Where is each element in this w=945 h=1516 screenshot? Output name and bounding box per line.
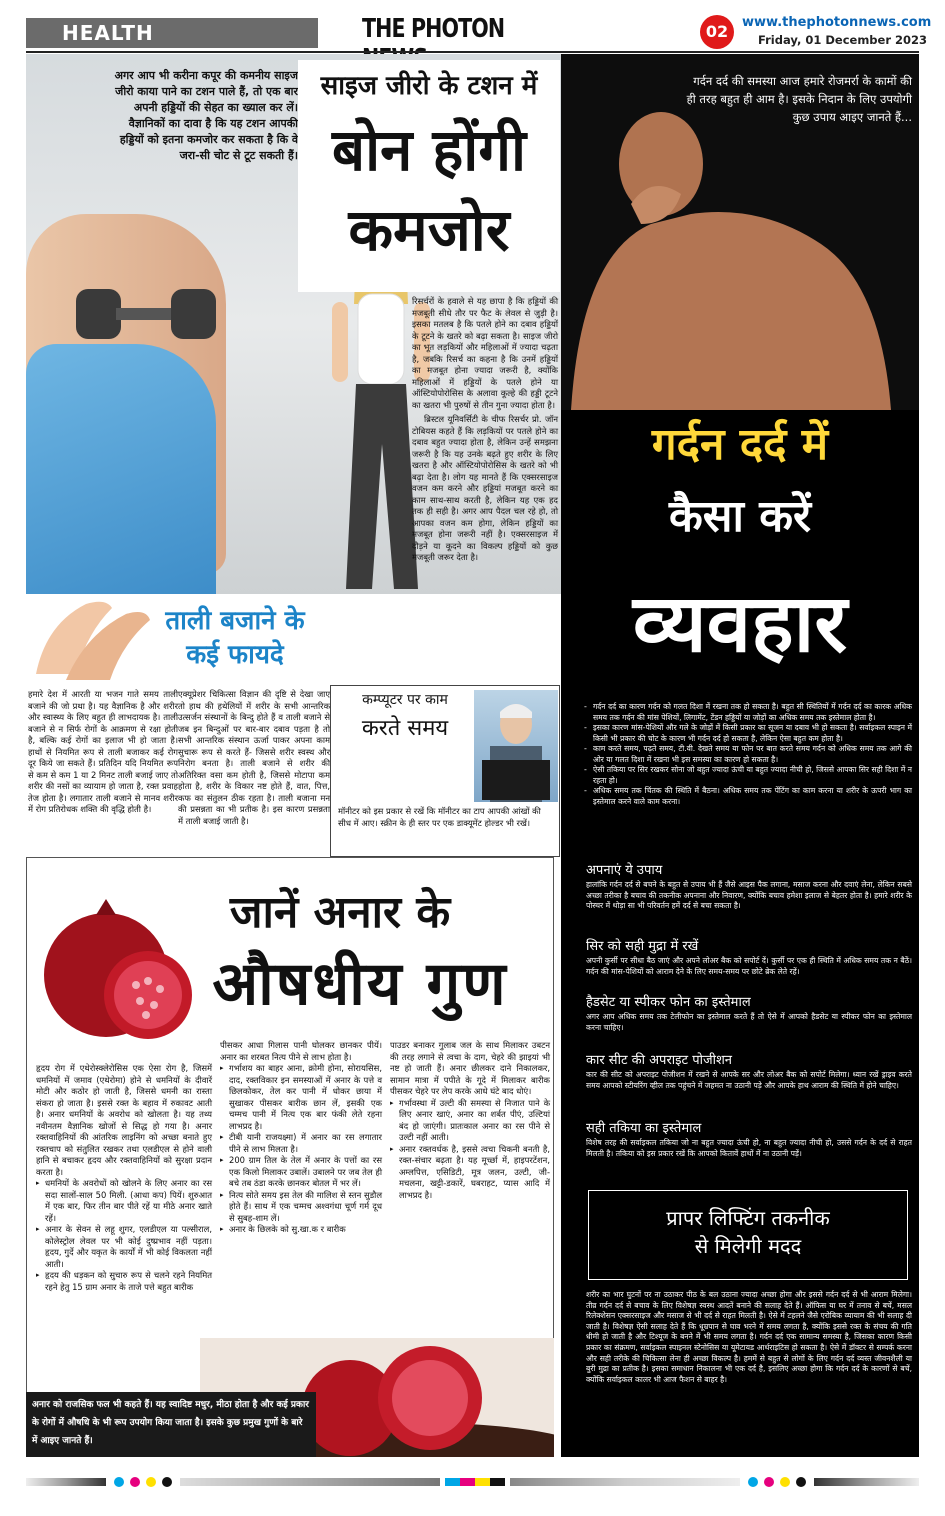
pomegranate-intro-1: हृदय रोग में एथेरोस्क्लेरोसिस एक ऐसा रोग है, जिसमें धमनियों में जमाव (एथेरोमा) होने से धमनियों के दीवारें मोटी और कठोर हो जाती है, जिससे धमनी का रास्ता संकरा हो जाता है। इससे रक्त के बहाव में रुकावट आती है। अनार धमनियों के अवरोध को खोलता है। यह तथ्य नवीनतम वैज्ञानिक खोजों से सिद्ध हो गया है। अनार रक्तवाहिनियों की आंतरिक लाइनिंग को अच्छा बनाते हुए रक्तचाप को संतुलित रखकर तथा एलडीएल से होने वाली हानि से बचाकर हृदय और रक्तवाहिनियों को सुरक्षा प्रदान करता है।	[36, 1063, 212, 1177]
clap-text-1: हमारे देश में आरती या भजन गाते समय ताली बजाने की जो प्रथा है। यह वैज्ञानिक है और शरीर और स्वास्थ्य के लिए बहुत ही लाभदायक है। ताली बजाने से न सिर्फ रोगों के आक्रमण से रक्षा होती है, बल्कि कई रोगों का इलाज भी हो जाता है। हाथों से नियमित रूप से ताली बजाकर कई रोग दूर किये जा सकते हैं। प्रतिदिन यदि नियमित रूप से कम से कम 1 या 2 मिनट ताली बजाई जाए तो शरीर की नसों का व्यायाम हो जाता है, रक्त प्रवाह तेज होता है। लगातार ताली बजाने से मानव शरीर में रोग प्रतिरोधक शक्ति की वृद्धि होती है।	[28, 689, 178, 814]
lift-body: शरीर का भार घुटनों पर ना उठाकर पीठ के बल उठाना ज्यादा अच्छा होगा और इससे गर्दन दर्द से भी आराम मिलेगा। तीव्र गर्दन दर्द से बचाव के लिए विशेषज्ञ स्वस्थ आदतें बनाने की सलाह देते हैं। ऑफिस या घर में तनाव से बचें, मसल रिलेक्शेसन एक्सरसाइज और मसाज से भी दर्द से राहत मिलती है। ऐसे में टहलने जैसे एरोबिक व्यायाम की भी सलाह दी जाती है। विशेषज्ञ ऐसी सलाह देते हैं कि धूम्रपान से घाव भरने में समय लगता है, क्योंकि इससे रक्त के संचय की गति धीमी हो जाती है और टिश्यूज के बनने में भी समय लगता है। गर्दन दर्द एक सामान्य समस्या है, जिसका कारण किसी प्रकार का संक्रमण, सर्वाइकल स्पाइनल स्टेनोसिस या यूमेटायड आर्थराइटिस हो सकता है। ऐसे में डॉक्टर से सम्पर्क करना और सही तरीके की चिकित्सा लेना ही अच्छा विकल्प है। हममें से बहुत से लोगों के लिए गर्दन दर्द व्यस्त जीवनशैली या बुरी मुद्रा का प्रतीक है। इसका समाधान निकालना भी एक दर्द है, इसलिए अच्छा होगा कि गर्दन दर्द के कारणों से बचें, क्योंकि सर्वाइकल कालर भी आज फैशन से बाहर है।	[586, 1290, 912, 1384]
list-item: - ऐसी तकिया पर सिर रखकर सोना जो बहुत ज्यादा ऊंची या बहुत ज्यादा नीची हो, जिससे आपका सिर सही दिशा में न रहता हो।	[584, 765, 912, 786]
neck-section-head: हैडसेट या स्पीकर फोन का इस्तेमाल	[586, 995, 751, 1010]
list-item: - इसका कारण मांस-पेशियों और गले के जोड़ों में किसी प्रकार का सूजन या दबाव भी हो सकता है। सर्वाइकल स्पाइन में किसी भी प्रकार की चोट के कारण भी गर्दन दर्द हो सकता है, लेकिन ऐसा बहुत कम होता है।	[584, 723, 912, 744]
pomegranate-column-2	[220, 1040, 382, 1236]
registration-dot-yellow	[780, 1477, 790, 1487]
neck-headline-1: गर्दन दर्द में	[651, 419, 829, 470]
list-item: ▸ अनार के सेवन से लहू शुगर, एलडीएल या पल्सीराल, कोलेस्ट्रोल लेवल पर भी कोई दुष्प्रभाव नहीं पड़ता। हृदय, गुर्दे और यकृत के कार्यों में भी कोई विकलता नहीं आती।	[36, 1224, 212, 1270]
list-item: ▸ हृदय की धड़कन को सुचारु रूप से चलने रहने नियमित रहने हेतु 15 ग्राम अनार के ताजे पत्ते बहुत बारीक	[36, 1270, 212, 1293]
list-item: ▸ 200 ग्राम तिल के तेल में अनार के पत्तों का रस एक किलो मिलाकर उबालें। उबालने पर जब तेल ही बचे तब ठंडा करके छानकर बोतल में भर लें।	[220, 1155, 382, 1190]
clap-heading-line1: ताली बजाने के	[165, 606, 305, 636]
fitness-para-2: ब्रिस्टल यूनिवर्सिटी के चीफ रिसर्चर प्रो. जॉन टोबियस कहते हैं कि लड़कियों पर पतले होने का दबाव बहुत ज्यादा होता है, लेकिन उन्हें समझना जरूरी है कि यह उनके बढ़ते हुए शरीर के लिए खतरा है और ऑस्टियोपोरोसिस के खतरे को भी बढ़ा देता है। लोग यह मानते हैं कि एक्सरसाइज वजन कम करने और हड्डियां मजबूत करने का काम साथ-साथ करती है, लेकिन यह एक हद तक ही सही है। अगर आप पैदल चल रहे हो, तो आपका वजन कम होगा, लेकिन हड्डियों का मजबूत होना जरूरी नहीं है। एक्सरसाइज में दौड़ने या कूदने का विकल्प हड्डियों को कुछ मजबूती जरूर देता है।	[412, 414, 558, 562]
issue-date: Friday, 01 December 2023	[758, 33, 928, 47]
neck-section-body: कार की सीट को अपराइट पोजीशन में रखने से आपके सर और लोअर बैक को सपोर्ट मिलेगा। ध्यान रखें ड्राइव करते समय आपको स्टीयरिंग व्हील तक पहुंचने में जहमत ना उठानी पड़े और आपके हाथ आराम की स्थिति में होने चाहिए।	[586, 1070, 912, 1090]
neck-section-head: कार सीट की अपराइट पोजीशन	[586, 1053, 733, 1068]
computer-title-1: कम्प्यूटर पर काम	[362, 692, 448, 708]
neck-section-body: अगर आप अधिक समय तक टेलीफोन का इस्तेमाल करते हैं तो ऐसे में आपको हैडसेट या स्पीकर फोन का इस्तेमाल करना चाहिए।	[586, 1012, 912, 1032]
fitness-headline-line2: कमजोर	[348, 196, 510, 264]
fitness-caption: अगर आप भी करीना कपूर की कमनीय साइज जीरो काया पाने का टशन पाले हैं, तो एक बार अपनी हड्डियों की सेहत का ख्याल कर लें। वैज्ञानिकों का दावा है कि यह टशन आपकी हड्डियों को इतना कमजोर कर सकता है कि वे जरा-सी चोट से टूट सकती हैं।	[114, 69, 298, 162]
lift-title	[588, 1204, 908, 1260]
list-item: ▸ टीबी यानी राजयक्ष्मा) में अनार का रस लगातार पीने से लाभ मिलता है।	[220, 1132, 382, 1155]
lift-title-line2: से मिलेगी मदद	[694, 1234, 802, 1258]
registration-dot-cyan	[748, 1477, 758, 1487]
list-item: ▸ अनार रक्तवर्धक है, इससे त्वचा चिकनी बनती है, रक्त-संचार बढ़ता है। यह मूर्च्छा में, हाइपरटेंशन, अम्लपित्त, एसिडिटी, मूत्र जलन, उल्टी, जी-मचलना, खट्टी-डकारें, घबराहट, प्यास आदि में लाभप्रद है।	[390, 1144, 550, 1202]
shirt-shape	[26, 344, 216, 594]
pomegranate-column-3	[390, 1040, 550, 1201]
computer-user-photo	[474, 690, 558, 802]
list-item: - अधिक समय तक चिंतक की स्थिति में बैठना। अधिक समय तक पेंटिंग का काम करना या शरीर के ऊपरी भाग का इस्तेमाल करने वाले काम करना।	[584, 786, 912, 807]
clapping-hands-icon	[26, 594, 156, 684]
header-rule	[26, 51, 919, 53]
clap-heading	[140, 604, 330, 672]
pomegranate-list-1	[36, 1178, 212, 1293]
neck-section-body: हालांकि गर्दन दर्द से बचने के बहुत से उपाय भी हैं जैसे आइस पैक लगाना, मसाज करना और दवाएं लेना, लेकिन सबसे अच्छा तरीका है बचाव की तकनीक अपनाना और निवारण, क्योंकि बचाव हमेशा इलाज से बेहतर होता है। हमारे शरीर के पोस्चर में थोड़ा सा भी परिवर्तन हमें दर्द से बचा सकता है।	[586, 880, 912, 911]
computer-title-2: करते समय	[361, 716, 449, 741]
fitness-article	[412, 296, 558, 564]
neck-section-head: सही तकिया का इस्तेमाल	[586, 1121, 702, 1136]
registration-dot-magenta	[764, 1477, 774, 1487]
clap-text-2: एक्यूप्रेशर चिकित्सा विज्ञान की दृष्टि से देखा जाए तो हाथ की हथेलियों में शरीर के सभी आन्तरिक उत्सर्जन संस्थानों के बिन्दु होते हैं व ताली बजाने से जब इन बिन्दुओं पर बार-बार दबाव पड़ता है तो सभी आन्तरिक संस्थान ऊर्जा पाकर अपना काम सुचारू रूप से करते हैं- जिससे शरीर स्वस्थ और निरोग बनता है। ताली बजाने से शरीर की अतिरिक्त वसा कम होती है, जिससे मोटापा कम होता है, शरीर के विकार नष्ट होते हैं, वात, पित्त, कफ का संतुलन ठीक रहता है। ताली बजाना मन की प्रसन्नता का भी प्रतीक है। इस कारण प्रसन्नता में ताली बजाई जाती है।	[178, 689, 330, 826]
list-item: ▸ धमनियों के अवरोधों को खोलने के लिए अनार का रस सदा सालों-साल 50 मिली. (आधा कप) पियें। शुरुआत में एक बार, फिर तीन बार पीते रहें या मीठे अनार खाते रहें।	[36, 1178, 212, 1224]
color-bar	[814, 1478, 919, 1486]
pomegranate-intro-2: पीसकर आधा गिलास पानी घोलकर छानकर पीयें। अनार का शरबत नित्य पीने से लाभ होता है।	[220, 1040, 382, 1062]
registration-dot-yellow	[146, 1477, 156, 1487]
color-bar	[510, 1478, 740, 1486]
neck-section-head: सिर को सही मुद्रा में रखें	[586, 939, 699, 954]
computer-text: मॉनीटर को इस प्रकार से रखें कि मॉनीटर का टाप आपकी आंखों की सीध में आए। स्क्रीन के ही स्तर पर एक डाक्यूमेंट होल्डर भी रखें।	[338, 806, 541, 828]
pomegranate-intro-3: पाउडर बनाकर गुलाब जल के साथ मिलाकर उबटन की तरह लगाने से त्वचा के दाग, चेहरे की झाइयां भी नष्ट हो जाती हैं। अनार छीलकर दाने निकालकर, सामान मात्रा में पपीते के गूदे में मिलाकर बारीक पीसकर चेहरे पर लेप करके आधे घंटे बाद धोएं।	[390, 1040, 550, 1096]
list-item: ▸ नित्य सोते समय इस तेल की मालिश से स्तन सुडौल होते हैं। साथ में एक चम्मच अश्वगंधा चूर्ण गर्म दूध से सुबह-शाम लें।	[220, 1190, 382, 1225]
registration-dot-black	[796, 1477, 806, 1487]
pomegranate-list-2	[220, 1063, 382, 1236]
neck-section-head: अपनाएं ये उपाय	[586, 863, 663, 878]
clap-column-1	[28, 689, 178, 816]
dumbbell-icon	[76, 284, 216, 344]
fitness-kicker: साइज जीरो के टशन में	[320, 71, 538, 101]
lift-title-line1: प्रापर लिफ्टिंग तकनीक	[666, 1206, 830, 1230]
fitness-headline-line1: बोन होंगी	[331, 116, 527, 184]
site-url[interactable]: www.thephotonnews.com	[742, 15, 932, 30]
neck-section-body: विशेष तरह की सर्वाइकल तकिया जो ना बहुत ज्यादा ऊंची हो, ना बहुत ज्यादा नीची हो, उससे गर्दन के दर्द से राहत मिलती है। तकिया को इस प्रकार रखें कि आपको कितावें हाथों में ना उठानी पड़ें।	[586, 1138, 912, 1158]
clap-heading-line2: कई फायदे	[186, 640, 284, 670]
man-at-laptop-icon	[474, 690, 558, 802]
section-tag: HEALTH	[26, 18, 318, 48]
list-item: - गर्दन दर्द का कारण गर्दन को गलत दिशा में रखना तक हो सकता है। बहुत सी स्थितियों में गर्दन दर्द का कारक अधिक समय तक गर्दन की मांस पेशियों, लिगामेंट, टेंडन हड्डियों या जोड़ों का अधिक समय तक इस्तेमाल होता है।	[584, 702, 912, 723]
registration-dot-black	[162, 1477, 172, 1487]
color-bar	[445, 1478, 505, 1486]
registration-dot-magenta	[130, 1477, 140, 1487]
registration-dot-cyan	[114, 1477, 124, 1487]
neck-headline-3: व्यवहार	[632, 577, 848, 670]
neck-points	[584, 702, 912, 807]
pomegranate-column-1	[36, 1063, 212, 1293]
pomegranate-caption: अनार को राजसिक फल भी कहते हैं। यह स्वादिष्ट मधुर, मीठा होता है और कई प्रकार के रोगों में औषधि के भी रूप उपयोग किया जाता है। इसके कुछ प्रमुख गुणों के बारे में आइए जानते हैं।	[26, 1392, 316, 1457]
list-item: ▸ अनार के छिलके को सु.खा.क र बारीक	[220, 1224, 382, 1236]
neck-headline-2: कैसा करें	[668, 491, 812, 542]
fitness-headline	[298, 110, 560, 270]
page-number: 02	[700, 15, 734, 49]
clap-column-2	[178, 689, 330, 827]
neck-section-body: अपनी कुर्सी पर सीधा बैठ जाएं और अपने लोअर बैक को सपोर्ट दें। कुर्सी पर एक ही स्थिति में अधिक समय तक न बैठें। गर्दन की मांस-पेशियों को आराम देने के लिए समय-समय पर छोटे ब्रेक लेते रहें।	[586, 956, 912, 976]
pomegranate-title-1: जानें अनार के	[229, 887, 451, 938]
list-item: - काम करते समय, पढ़ते समय, टी.वी. देखते समय या फोन पर बात करते समय गर्दन को अधिक समय तक आगे की ओर या गलत दिशा में रखना भी इस समस्या का कारण हो सकता है।	[584, 744, 912, 765]
fitness-para-1: रिसर्चरों के हवाले से यह छापा है कि हड्डियों की मजबूती सीधे तौर पर फैट के लेवल से जुड़ी है। इसका मतलब है कि पतले होने का दबाव हड्डियों के टूटने के खतरे को बढ़ा सकता है। साइज जीरो का भूत लड़कियों और महिलाओं में ज्यादा चढ़ता है, जबकि रिसर्च का कहना है कि उनमें हड्डियों का मजबूत होना ज्यादा जरूरी है, क्योंकि महिलाओं में हड्डियों के पतले होने या ऑस्टियोपोरोसिस के अलावा कूल्हे की हड्डी टूटने का खतरा भी पुरुषों से तीन गुना ज्यादा होता है।	[412, 296, 558, 410]
pomegranate-list-3	[390, 1098, 550, 1202]
neck-caption: गर्दन दर्द की समस्या आज हमारे रोजमर्रा के कामों की ही तरह बहुत ही आम है। इसके निदान के लिए उपयोगी कुछ उपाय आइए जानते हैं...	[686, 74, 912, 124]
pomegranate-title-2: औषधीय गुण	[212, 949, 508, 1019]
list-item: ▸ गर्भावस्था में उल्टी की समस्या से निजात पाने के लिए अनार खाएं, अनार का शर्बत पीएं, उल्टियां बंद हो जाएंगी। प्रातःकाल अनार का रस पीने से उल्टी नहीं आती।	[390, 1098, 550, 1144]
color-bar	[26, 1478, 106, 1486]
color-bar	[180, 1478, 440, 1486]
masthead-logo: THE PHOTON	[362, 14, 505, 44]
list-item: ▸ गर्भाशय का बाहर आना, क्रोमी होना, सोरायसिस, दाद, रक्तविकार इन समस्याओं में अनार के पत्ते व छिलकोकर, तेल कर पानी में धोकर छाया में सुखाकर पीसकर बारीक छान लें, इसकी एक चम्मच पानी में नित्य एक बार फंकी लेते रहना लाभप्रद है।	[220, 1063, 382, 1132]
